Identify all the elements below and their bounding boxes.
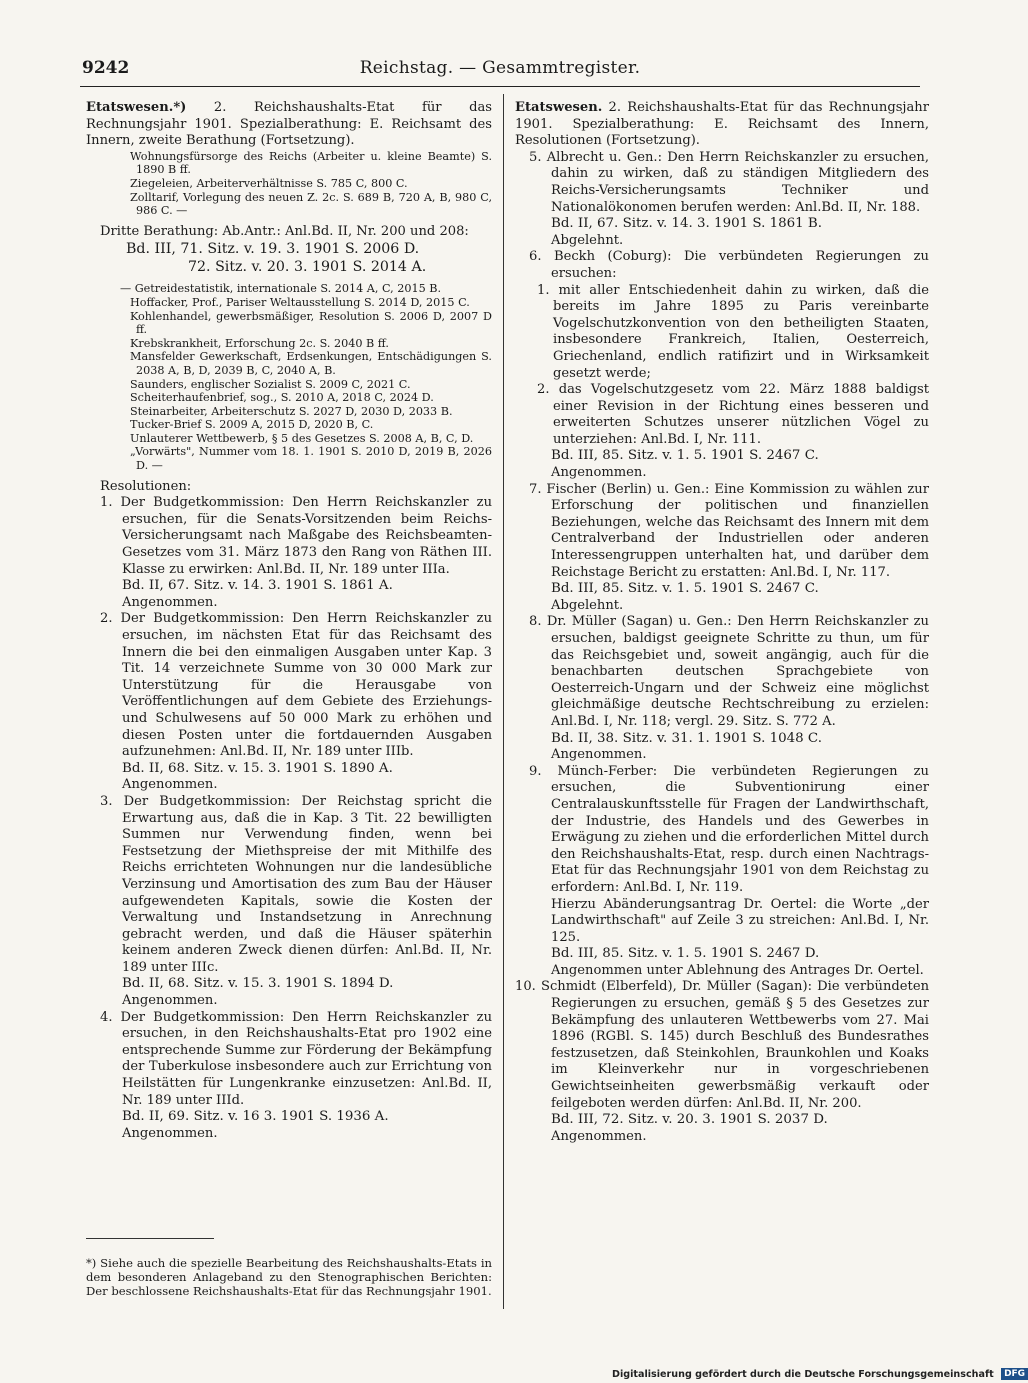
left-column: [86, 100, 492, 1142]
resolution-7-status: Abgelehnt.: [551, 597, 624, 613]
subentry: Hoffacker, Prof., Pariser Weltausstellung S. 2014 D, 2015 C.: [130, 295, 470, 309]
resolution-5: 5. Albrecht u. Gen.: Den Herrn Reichskanzler zu ersuchen, dahin zu wirken, daß zu ständigen Mitgliedern des Reichs-Versicherungsamts Techniker und Nationalökonomen berufen werden: Anl.Bd. II, Nr. 188.: [529, 149, 929, 215]
resolution-1-status: Angenommen.: [122, 594, 218, 610]
resolution-4-status: Angenommen.: [122, 1125, 218, 1141]
right-heading-keyword: Etatswesen.: [515, 100, 603, 115]
resolution-9-status: Angenommen unter Ablehnung des Antrages Dr. Oertel.: [551, 962, 924, 978]
column-divider: [503, 94, 504, 1309]
subentry: Steinarbeiter, Arbeiterschutz S. 2027 D, 2030 D, 2033 B.: [130, 404, 453, 418]
reference: 72. Sitz. v. 20. 3. 1901 S. 2014 A.: [188, 259, 427, 276]
subentry: — Getreidestatistik, internationale S. 2014 A, C, 2015 B.: [120, 282, 442, 296]
subentry: Krebskrankheit, Erforschung 2c. S. 2040 B ff.: [130, 336, 389, 350]
right-heading: [515, 100, 929, 150]
funding-note: Digitalisierung gefördert durch die Deutsche Forschungsgemeinschaft: [612, 1369, 994, 1380]
resolutions-label: Resolutionen:: [100, 478, 192, 494]
reference: Bd. III, 71. Sitz. v. 19. 3. 1901 S. 2006 D.: [126, 241, 420, 258]
resolution-10-citation: Bd. III, 72. Sitz. v. 20. 3. 1901 S. 2037 D.: [551, 1112, 828, 1128]
resolution-3: 3. Der Budgetkommission: Der Reichstag spricht die Erwartung aus, daß die in Kap. 3 Tit. 22 bewilligten Summen nur Verwendung finden, wenn bei Festsetzung der Miethspreise der mit Mithilfe des Reichs errichteten Wohnungen nur die landesübliche Verzinsung und Amortisation des zum Bau der Häuser aufgewendeten Kapitals, sowie die Kosten der Verwaltung und Instandsetzung in Anrechnung gebracht werden, und daß die Häuser späterhin keinem anderen Zweck dienen dürfen: Anl.Bd. II, Nr. 189 unter IIIc.: [100, 793, 492, 975]
resolution-9-citation: Bd. III, 85. Sitz. v. 1. 5. 1901 S. 2467 D.: [551, 946, 820, 962]
subentry: Saunders, englischer Sozialist S. 2009 C, 2021 C.: [130, 377, 411, 391]
subentry: Zolltarif, Vorlegung des neuen Z. 2c. S. 689 B, 720 A, B, 980 C, 986 C. —: [130, 190, 492, 218]
resolution-6: 6. Beckh (Coburg): Die verbündeten Regierungen zu ersuchen:: [529, 249, 929, 281]
resolution-10: 10. Schmidt (Elberfeld), Dr. Müller (Sagan): Die verbündeten Regierungen zu ersuchen, gemäß § 5 des Gesetzes zur Bekämpfung des unlauteren Wettbewerbs vom 27. Mai 1896 (RGBl. S. 145) durch Beschluß des Bundesrathes festzusetzen, daß Steinkohlen, Braunkohlen und Koaks im Kleinverkehr nur in vorgeschriebenen Gewichtseinheiten gewerbsmäßig verkauft oder feilgeboten werden dürfen: Anl.Bd. II, Nr. 200.: [515, 979, 929, 1111]
running-title: Reichstag. — Gesammtregister.: [359, 58, 641, 78]
resolution-3-status: Angenommen.: [122, 993, 218, 1009]
resolution-5-citation: Bd. II, 67. Sitz. v. 14. 3. 1901 S. 1861 B.: [551, 216, 823, 232]
third-reading: Dritte Berathung: Ab.Antr.: Anl.Bd. II, Nr. 200 und 208:: [100, 223, 469, 239]
resolution-4-citation: Bd. II, 69. Sitz. v. 16 3. 1901 S. 1936 A.: [122, 1109, 389, 1125]
resolution-2: 2. Der Budgetkommission: Den Herrn Reichskanzler zu ersuchen, im nächsten Etat für das Reichsamt des Innern die bei den einmaligen Ausgaben unter Kap. 3 Tit. 14 verzeichnete Summe von 30 000 Mark zur Unterstützung für die Herausgabe von Veröffentlichungen auf dem Gebiete des Erziehungs- und Schulwesens auf 50 000 Mark zu erhöhen und diesen Posten unter die fortdauernden Ausgaben aufzunehmen: Anl.Bd. II, Nr. 189 unter IIIb.: [100, 611, 492, 760]
resolution-6-status: Angenommen.: [551, 465, 647, 481]
footnote-rule: [86, 1238, 214, 1239]
subentry: Kohlenhandel, gewerbsmäßiger, Resolution S. 2006 D, 2007 D ff.: [130, 309, 492, 337]
resolution-2-status: Angenommen.: [122, 777, 218, 793]
footnote: *) Siehe auch die spezielle Bearbeitung des Reichshaushalts-Etats in dem besonderen Anlageband zu den Stenographischen Berichten: Der beschlossene Reichshaushalts-Etat für das Rechnungsjahr 1901.: [86, 1255, 492, 1298]
resolution-9: 9. Münch-Ferber: Die verbündeten Regierungen zu ersuchen, die Subventionirung einer Centralauskunftsstelle für Fragen der Landwirthschaft, der Industrie, des Handels und des Gewerbes in Erwägung zu ziehen und die erforderlichen Mittel durch den Reichshaushalts-Etat, resp. durch einen Nachtrags-Etat für das Rechnungsjahr 1901 von dem Reichstag zu erfordern: Anl.Bd. I, Nr. 119.: [529, 763, 929, 895]
resolution-9-amendment: Hierzu Abänderungsantrag Dr. Oertel: die Worte „der Landwirthschaft" auf Zeile 3 zu streichen: Anl.Bd. I, Nr. 125.: [551, 896, 929, 945]
subentry: Scheiterhaufenbrief, sog., S. 2010 A, 2018 C, 2024 D.: [130, 391, 434, 405]
resolution-7-citation: Bd. III, 85. Sitz. v. 1. 5. 1901 S. 2467 C.: [551, 581, 819, 597]
dfg-logo-icon: DFG: [1001, 1368, 1028, 1380]
resolution-6-point-2: 2. das Vogelschutzgesetz vom 22. März 1888 baldigst einer Revision in der Richtung eines besseren und erweiterten Schutzes unserer nützlichen Vögel zu unterziehen: Anl.Bd. I, Nr. 111.: [537, 382, 929, 447]
resolution-1: 1. Der Budgetkommission: Den Herrn Reichskanzler zu ersuchen, für die Senats-Vorsitzenden beim Reichs-Versicherungsamt nach Maßgabe des Reichsbeamten-Gesetzes vom 31. März 1873 den Rang von Räthen III. Klasse zu erwirken: Anl.Bd. II, Nr. 189 unter IIIa.: [100, 495, 492, 577]
page-header: [80, 58, 920, 80]
subentry: Wohnungsfürsorge des Reichs (Arbeiter u. kleine Beamte) S. 1890 B ff.: [130, 149, 492, 177]
resolution-2-citation: Bd. II, 68. Sitz. v. 15. 3. 1901 S. 1890 A.: [122, 760, 393, 776]
subentry: „Vorwärts", Nummer vom 18. 1. 1901 S. 2010 D, 2019 B, 2026 D. —: [130, 445, 492, 473]
resolution-1-citation: Bd. II, 67. Sitz. v. 14. 3. 1901 S. 1861 A.: [122, 578, 393, 594]
left-heading: [86, 100, 492, 150]
subentry: Unlauterer Wettbewerb, § 5 des Gesetzes S. 2008 A, B, C, D.: [130, 431, 474, 445]
header-rule: [80, 86, 920, 87]
right-heading-text: 2. Reichshaushalts-Etat für das Rechnungsjahr 1901. Spezialberathung: E. Reichsamt des Innern, Resolutionen (Fortsetzung).: [515, 100, 929, 149]
left-heading-keyword: Etatswesen.*): [86, 100, 187, 115]
resolution-8: 8. Dr. Müller (Sagan) u. Gen.: Den Herrn Reichskanzler zu ersuchen, baldigst geeignete Schritte zu thun, um für das Reichsgebiet und, soweit angängig, auch für die benachbarten deutschen Sprachgebiete von Oesterreich-Ungarn und der Schweiz eine möglichst gleichmäßige deutsche Rechtschreibung zu erzielen: Anl.Bd. I, Nr. 118; vergl. 29. Sitz. S. 772 A.: [529, 614, 929, 729]
resolution-7: 7. Fischer (Berlin) u. Gen.: Eine Kommission zu wählen zur Erforschung der politischen und finanziellen Beziehungen, welche das Reichsamt des Innern mit dem Centralverband der Industriellen oder anderen Interessengruppen unterhalten hat, und darüber dem Reichstage Bericht zu erstatten: Anl.Bd. I, Nr. 117.: [529, 481, 929, 580]
resolution-5-status: Abgelehnt.: [551, 232, 624, 248]
left-heading-text: 2. Reichshaushalts-Etat für das Rechnungsjahr 1901. Spezialberathung: E. Reichsamt des Innern, zweite Berathung (Fortsetzung).: [86, 100, 492, 149]
resolution-6-point-1: 1. mit aller Entschiedenheit dahin zu wirken, daß die bereits im Jahre 1895 zu Paris vereinbarte Vogelschutzkonvention von den betheiligten Staaten, insbesondere Frankreich, Italien, Oesterreich, Griechenland, endlich ratifizirt und in Wirksamkeit gesetzt werde;: [537, 282, 929, 381]
subentry: Ziegeleien, Arbeiterverhältnisse S. 785 C, 800 C.: [130, 176, 408, 190]
resolution-10-status: Angenommen.: [551, 1128, 647, 1144]
subentry: Mansfelder Gewerkschaft, Erdsenkungen, Entschädigungen S. 2038 A, B, D, 2039 B, C, 2040 A, B.: [130, 350, 492, 377]
resolution-8-citation: Bd. II, 38. Sitz. v. 31. 1. 1901 S. 1048 C.: [551, 730, 822, 746]
resolution-4: 4. Der Budgetkommission: Den Herrn Reichskanzler zu ersuchen, in den Reichshaushalts-Etat pro 1902 eine entsprechende Summe zur Förderung der Bekämpfung der Tuberkulose insbesondere auch zur Errichtung von Heilstätten für Lungenkranke einzusetzen: Anl.Bd. II, Nr. 189 unter IIId.: [100, 1009, 492, 1108]
resolution-3-citation: Bd. II, 68. Sitz. v. 15. 3. 1901 S. 1894 D.: [122, 976, 394, 992]
subentry: Tucker-Brief S. 2009 A, 2015 D, 2020 B, C.: [130, 418, 374, 432]
resolution-8-status: Angenommen.: [551, 747, 647, 763]
resolution-6-citation: Bd. III, 85. Sitz. v. 1. 5. 1901 S. 2467 C.: [551, 448, 819, 464]
page-number: 9242: [82, 58, 130, 78]
right-column: [515, 100, 929, 1145]
funding-footer: [612, 1368, 1026, 1381]
